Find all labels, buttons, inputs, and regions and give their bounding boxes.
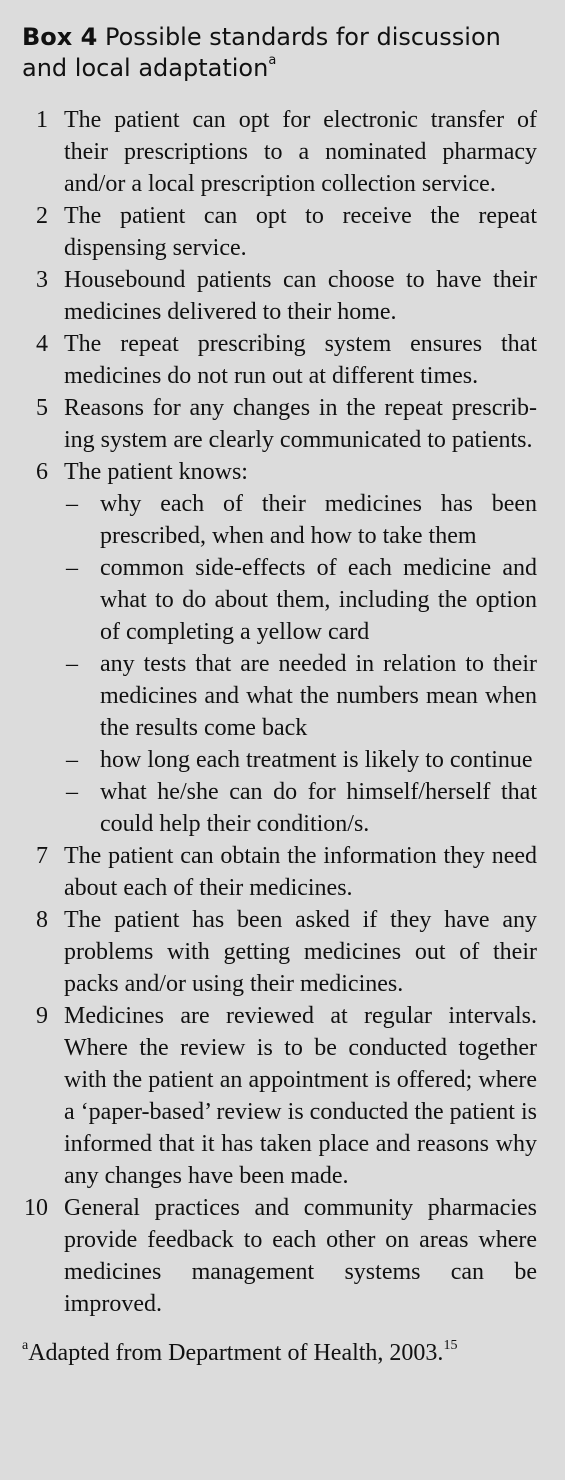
item-text: The patient can obtain the information they need about each of their medicines. xyxy=(64,843,537,901)
list-item xyxy=(22,904,537,1000)
sub-list-item xyxy=(64,488,537,552)
list-item xyxy=(22,1192,537,1320)
title-footnote-mark: a xyxy=(268,53,277,68)
footnote-reference: 15 xyxy=(443,1338,458,1353)
item-text: The patient has been asked if they have any problems with getting medicines out of their packs and/or using their medicines. xyxy=(64,907,537,997)
dash-bullet: – xyxy=(66,779,78,805)
list-item xyxy=(22,392,537,456)
item-number: 9 xyxy=(36,1003,48,1029)
item-number: 1 xyxy=(36,107,48,133)
list-item xyxy=(22,104,537,200)
footnote-mark: a xyxy=(22,1338,29,1353)
item-number: 3 xyxy=(36,267,48,293)
box-title xyxy=(22,22,537,84)
sub-list-item xyxy=(64,744,537,776)
sub-list-item xyxy=(64,552,537,648)
dash-bullet: – xyxy=(66,491,78,517)
dash-bullet: – xyxy=(66,555,78,581)
footnote xyxy=(22,1338,537,1368)
footnote-text: Adapted from Department of Health, 2003. xyxy=(28,1340,444,1366)
dash-bullet: – xyxy=(66,747,78,773)
dash-bullet: – xyxy=(66,651,78,677)
sub-list-item xyxy=(64,776,537,840)
item-number: 7 xyxy=(36,843,48,869)
sub-item-text: why each of their medicines has been prescribed, when and how to take them xyxy=(100,491,537,549)
item-text: Medicines are reviewed at regular intervals. Where the review is to be conducted together with the patient an appointment is offered; where a ‘paper-based’ review is conducted the patient is informed that it has taken place and reasons why any changes have been made. xyxy=(64,1003,537,1189)
list-item xyxy=(22,328,537,392)
list-item xyxy=(22,840,537,904)
sub-item-text: what he/she can do for himself/herself that could help their condition/s. xyxy=(100,779,537,837)
box-title-text: Possible standards for discussion and local adaptation xyxy=(22,23,501,82)
item-number: 2 xyxy=(36,203,48,229)
list-item xyxy=(22,264,537,328)
list-item xyxy=(22,1000,537,1192)
item-number: 4 xyxy=(36,331,48,357)
item-text: The repeat prescribing system ensures that medicines do not run out at different times. xyxy=(64,331,537,389)
sub-item-text: any tests that are needed in relation to their medicines and what the numbers mean when the results come back xyxy=(100,651,537,741)
item-text: General practices and community pharmacies provide feedback to each other on areas where medicines management systems can be improved. xyxy=(64,1195,537,1317)
item-text: The patient can opt to receive the repeat dispensing service. xyxy=(64,203,537,261)
item-text: The patient can opt for electronic transfer of their prescriptions to a nominated pharmacy and/or a local prescription collection service. xyxy=(64,107,537,197)
list-item xyxy=(22,200,537,264)
item-text: Housebound patients can choose to have their medicines delivered to their home. xyxy=(64,267,537,325)
list-item xyxy=(22,456,537,840)
item-number: 5 xyxy=(36,395,48,421)
item-text: Reasons for any changes in the repeat prescribing system are clearly communicated to patients. xyxy=(64,395,537,453)
item-number: 6 xyxy=(36,459,48,485)
box-label: Box 4 xyxy=(22,23,98,51)
standards-list xyxy=(22,104,537,1320)
sub-item-text: how long each treatment is likely to continue xyxy=(100,747,533,773)
sub-list-item xyxy=(64,648,537,744)
item-number: 8 xyxy=(36,907,48,933)
sub-item-text: common side-effects of each medicine and what to do about them, including the option of completing a yellow card xyxy=(100,555,537,645)
item-number: 10 xyxy=(24,1195,48,1221)
item-text: The patient knows: xyxy=(64,459,248,485)
